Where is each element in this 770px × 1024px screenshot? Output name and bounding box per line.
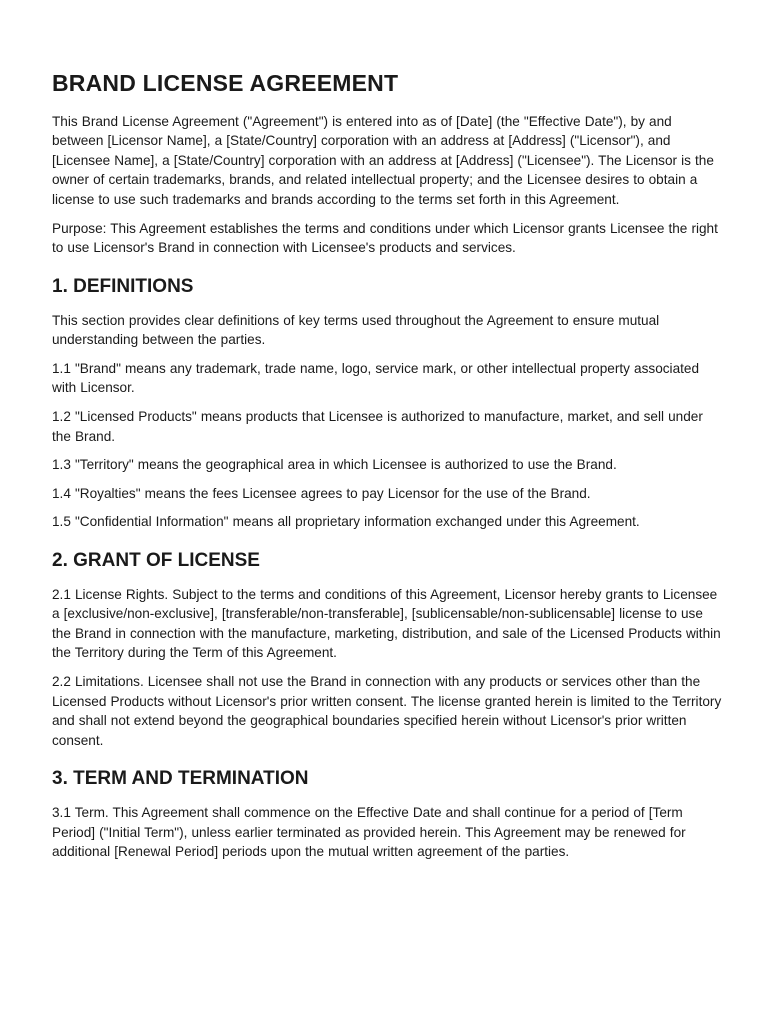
section-heading: 3. TERM AND TERMINATION bbox=[52, 768, 309, 790]
section-heading: 2. GRANT OF LICENSE bbox=[52, 549, 260, 571]
section-paragraph: 2.1 License Rights. Subject to the terms and conditions of this Agreement, Licensor hereby grants to Licensee a [exclusive/non-exclusive], [transferable/non-transferable], [sublicensable/non-sublicensable] license to use the Brand in connection with the manufacture, marketing, distribution, and sale of the Licensed Products within the Territory during the Term of this Agreement. bbox=[52, 586, 721, 661]
intro-paragraph: This Brand License Agreement ("Agreement") is entered into as of [Date] (the "Effective Date"), by and between [Licensor Name], a [State/Country] corporation with an address at [Address] ("Licensor"), and [Licensee Name], a [State/Country] corporation with an address at [Address] ("Licensee"). The Licensor is the owner of certain trademarks, brands, and related intellectual property; and the Licensee desires to obtain a license to use such trademarks and brands according to the terms set forth in this Agreement. bbox=[52, 113, 714, 207]
section-paragraph: 3.1 Term. This Agreement shall commence on the Effective Date and shall continue for a period of [Term Period] ("Initial Term"), unless earlier terminated as provided herein. This Agreement may be renewed for additional [Renewal Period] periods upon the mutual written agreement of the parties. bbox=[52, 805, 686, 860]
section-heading: 1. DEFINITIONS bbox=[52, 275, 194, 297]
document-page bbox=[52, 70, 724, 871]
section-paragraph: 1.5 "Confidential Information" means all proprietary information exchanged under this Agreement. bbox=[52, 514, 640, 530]
section-paragraph: This section provides clear definitions of key terms used throughout the Agreement to ensure mutual understanding between the parties. bbox=[52, 312, 660, 348]
section-definitions bbox=[52, 276, 724, 532]
section-paragraph: 1.2 "Licensed Products" means products that Licensee is authorized to manufacture, market, and sell under the Brand. bbox=[52, 408, 703, 444]
section-paragraph: 1.4 "Royalties" means the fees Licensee agrees to pay Licensor for the use of the Brand. bbox=[52, 485, 591, 501]
section-paragraph: 2.2 Limitations. Licensee shall not use the Brand in connection with any products or services other than the Licensed Products without Licensor's prior written consent. The license granted herein is limited to the Territory and shall not extend beyond the geographical boundaries specified herein without Licensor's prior written consent. bbox=[52, 674, 722, 748]
document-title: BRAND LICENSE AGREEMENT bbox=[52, 70, 399, 96]
section-paragraph: 1.3 "Territory" means the geographical area in which Licensee is authorized to use the Brand. bbox=[52, 457, 617, 473]
section-grant-of-license bbox=[52, 550, 724, 751]
purpose-paragraph: Purpose: This Agreement establishes the terms and conditions under which Licensor grants Licensee the right to use Licensor's Brand in connection with Licensee's products and services. bbox=[52, 220, 718, 256]
section-paragraph: 1.1 "Brand" means any trademark, trade name, logo, service mark, or other intellectual property associated with Licensor. bbox=[52, 360, 700, 396]
section-term-and-termination bbox=[52, 768, 724, 862]
